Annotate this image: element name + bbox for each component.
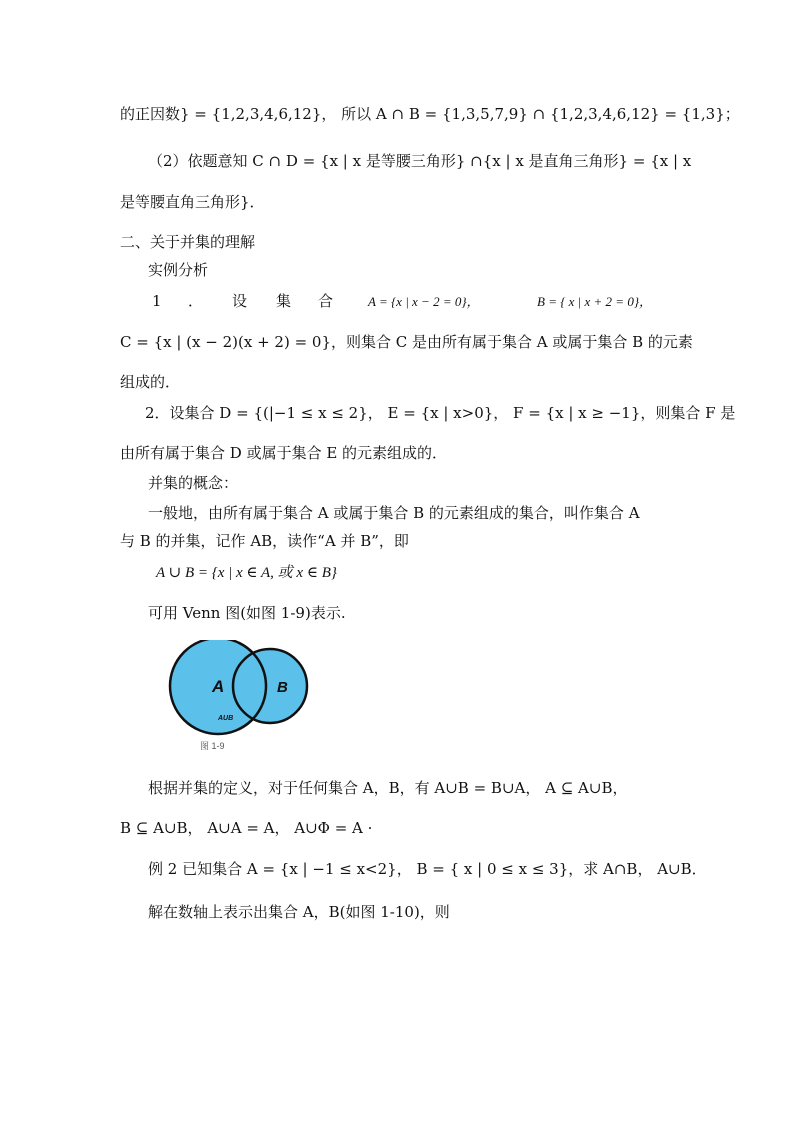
venn-circle-b	[233, 649, 307, 723]
text-line-1: 的正因数} = {1,2,3,4,6,12}， 所以 A ∩ B = {1,3,5,7,9} ∩ {1,2,3,4,6,12} = {1,3}；	[120, 105, 740, 123]
text-line-3: 是等腰直角三角形}．	[120, 193, 265, 211]
section-heading: 二、关于并集的理解	[120, 233, 256, 251]
subheading-example: 实例分析	[148, 261, 209, 279]
text-line-6-dot: ．	[188, 292, 204, 310]
example-2: 例 2 已知集合 A = {x | −1 ≤ x<2}， B = { x | 0 ≤ x ≤ 3}，求 A∩B， A∪B．	[148, 860, 707, 878]
text-line-17: B ⊆ A∪B， A∪A = A， A∪Φ = A ·	[120, 819, 373, 837]
subheading-concept: 并集的概念：	[148, 474, 239, 492]
text-line-16: 根据并集的定义，对于任何集合 A，B，有 A∪B = B∪A， A ⊆ A∪B，	[148, 779, 628, 797]
text-line-13: 与 B 的并集，记作 AB，读作“A 并 B”，即	[120, 532, 409, 550]
text-line-7: C = {x | (x − 2)(x + 2) = 0}，则集合 C 是由所有属于集合 A 或属于集合 B 的元素	[120, 333, 693, 351]
union-formula: A ∪ B = {x | x ∈ A, 或 x ∈ B}	[156, 565, 337, 581]
text-line-6-char2: 集	[276, 292, 292, 310]
venn-label-a: A	[212, 677, 225, 696]
text-line-9: 2．设集合 D = {(|−1 ≤ x ≤ 2}， E = {x | x>0}， F = {x | x ≥ −1}，则集合 F 是	[145, 404, 736, 422]
text-line-10: 由所有属于集合 D 或属于集合 E 的元素组成的．	[120, 444, 448, 462]
text-line-6-char3: 合	[318, 292, 334, 310]
solution-line: 解在数轴上表示出集合 A，B(如图 1-10)，则	[148, 903, 450, 921]
set-a-definition: A = {x | x − 2 = 0}，	[368, 294, 480, 309]
set-b-definition: B = { x | x + 2 = 0}，	[537, 294, 653, 309]
text-line-2: （2）依题意知 C ∩ D = {x | x 是等腰三角形} ∩{x | x 是直角三角形} = {x | x	[148, 152, 692, 170]
venn-label-b: B	[277, 679, 288, 696]
text-line-6-char1: 设	[232, 292, 248, 310]
text-line-15: 可用 Venn 图(如图 1-9)表示.	[148, 604, 346, 622]
text-line-6-num: 1	[152, 292, 162, 310]
text-line-8: 组成的．	[120, 373, 181, 391]
venn-diagram-figure	[160, 640, 320, 755]
figure-caption: 图 1-9	[200, 741, 225, 751]
text-line-12: 一般地，由所有属于集合 A 或属于集合 B 的元素组成的集合，叫作集合 A	[148, 504, 640, 522]
venn-label-union: AUB	[218, 715, 234, 722]
